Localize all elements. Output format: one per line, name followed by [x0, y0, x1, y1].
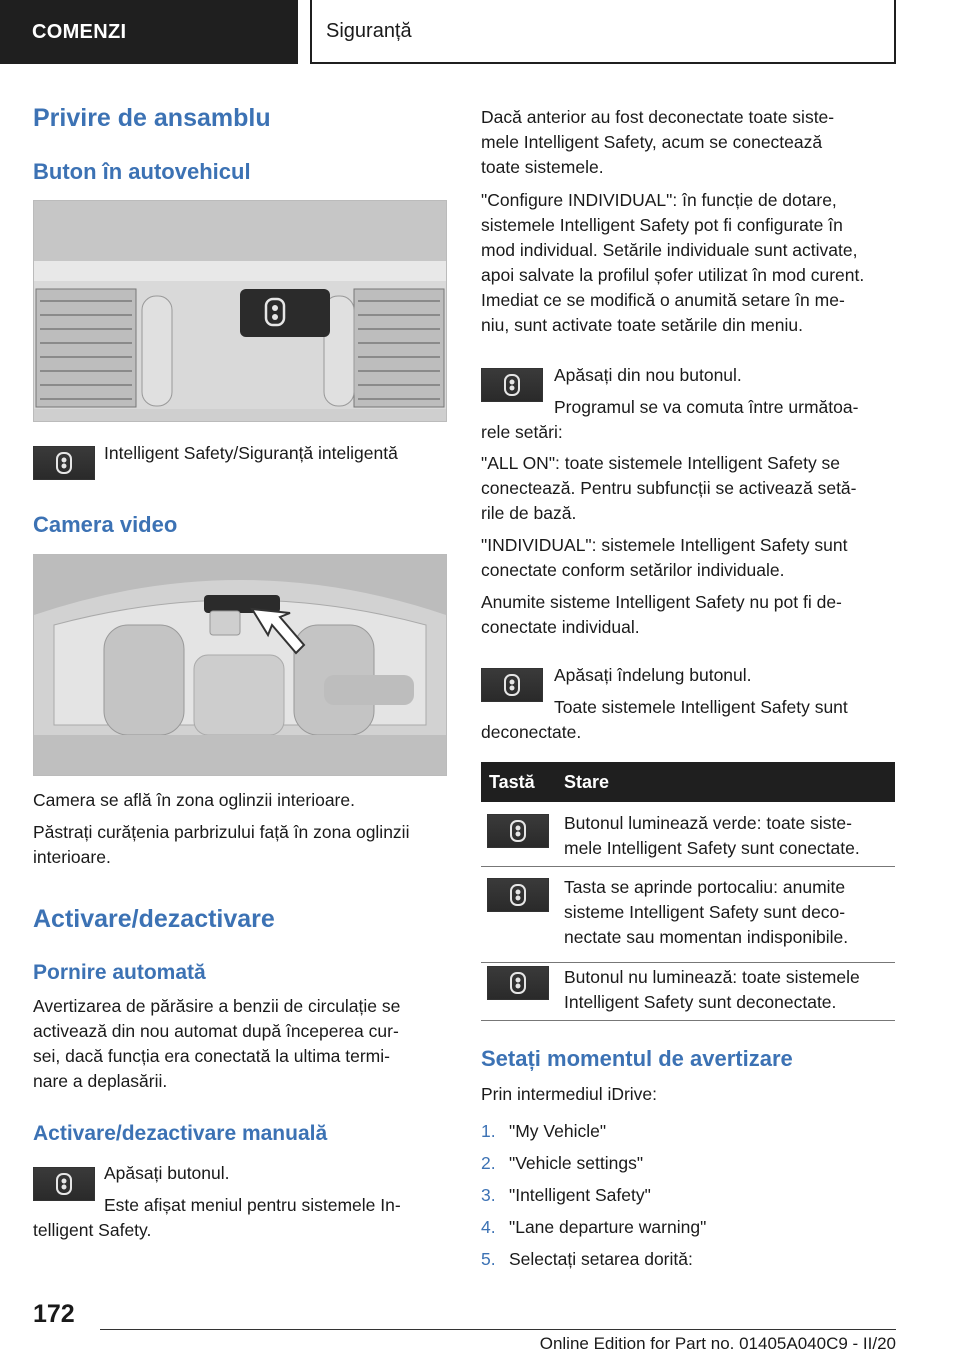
heading-camera: Camera video — [33, 512, 178, 537]
heading-warning-time: Setați momentul de avertizare — [481, 1046, 793, 1071]
step-number: 1. — [481, 1121, 496, 1141]
list-item — [481, 1185, 895, 1210]
intelligent-safety-icon — [487, 966, 549, 1000]
long-text-l1: Apăsați îndelung butonul. — [554, 665, 752, 685]
right-p1-l1: Dacă anterior au fost deconectate toate siste- — [481, 107, 835, 127]
car-interior-camera-photo — [33, 554, 447, 776]
step-text: Selectați setarea dorită: — [509, 1249, 693, 1269]
again-text-l1: Apăsați din nou butonul. — [554, 365, 742, 385]
right-p2-l3: mod individual. Setările individuale sunt activate, — [481, 240, 858, 260]
camera-clean-text-l1: Păstrați curățenia parbrizului față în zona oglinzii — [33, 822, 410, 842]
heading-manual: Activare/dezactivare manuală — [33, 1122, 328, 1145]
heading-button-in-vehicle: Buton în autovehicul — [33, 159, 251, 184]
right-p1-l3: toate sistemele. — [481, 157, 604, 177]
table-row — [481, 802, 895, 867]
right-p2-l1: "Configure INDIVIDUAL": în funcție de dotare, — [481, 190, 837, 210]
step-number: 2. — [481, 1153, 496, 1173]
manual-text-l2: Este afișat meniul pentru sistemele In- — [104, 1195, 401, 1215]
camera-location-text: Camera se află în zona oglinzii interioare. — [33, 790, 355, 810]
right-p2-l5: Imediat ce se modifică o anumită setare în me- — [481, 290, 845, 310]
step-text: "Lane departure warning" — [509, 1217, 707, 1237]
page-number: 172 — [33, 1300, 75, 1328]
row-text: mele Intelligent Safety sunt conectate. — [564, 838, 860, 858]
allon-text-l1: "ALL ON": toate sistemele Intelligent Safety se — [481, 453, 841, 473]
row-text: sisteme Intelligent Safety sunt deco- — [564, 902, 846, 922]
manual-text-l3: telligent Safety. — [33, 1220, 152, 1240]
intelligent-safety-icon — [33, 446, 95, 480]
intelligent-safety-icon — [481, 368, 543, 402]
intelligent-safety-icon — [487, 878, 549, 912]
list-item — [481, 1121, 895, 1146]
right-p2-l4: apoi salvate la profilul șofer utilizat în mod curent. — [481, 265, 865, 285]
chapter-title: COMENZI — [32, 20, 127, 43]
again-text-l3: rele setări: — [481, 422, 563, 442]
allon-text-l2: conectează. Pentru subfuncții se activează setă- — [481, 478, 857, 498]
col-key: Tastă — [489, 772, 535, 792]
row-text: nectate sau momentan indisponibile. — [564, 927, 849, 947]
list-item — [481, 1217, 895, 1242]
section-title: Siguranță — [326, 19, 412, 42]
idrive-intro: Prin intermediul iDrive: — [481, 1084, 658, 1104]
heading-auto-start: Pornire automată — [33, 961, 206, 984]
allon-text-l3: rile de bază. — [481, 503, 577, 523]
indiv-text-l2: conectate conform setărilor individuale. — [481, 560, 785, 580]
edition-text: Online Edition for Part no. 01405A040C9 - II/20 — [539, 1334, 896, 1353]
step-text: "My Vehicle" — [509, 1121, 607, 1141]
section-tab — [310, 0, 896, 64]
long-text-l3: deconectate. — [481, 722, 582, 742]
list-item — [481, 1153, 895, 1178]
row-text: Intelligent Safety sunt deconectate. — [564, 992, 837, 1012]
some-text-l1: Anumite sisteme Intelligent Safety nu pot fi de- — [481, 592, 842, 612]
step-number: 4. — [481, 1217, 496, 1237]
some-text-l2: conectate individual. — [481, 617, 640, 637]
row-text: Butonul luminează verde: toate siste- — [564, 813, 852, 833]
right-p1-l2: mele Intelligent Safety, acum se conectează — [481, 132, 823, 152]
status-table-header — [481, 762, 895, 802]
auto-text-l2: activează din nou automat după începerea cur- — [33, 1021, 399, 1041]
list-item — [481, 1249, 895, 1274]
col-state: Stare — [564, 772, 610, 792]
table-row — [481, 866, 895, 963]
auto-text-l3: sei, dacă funcția era conectată la ultima termi- — [33, 1046, 390, 1066]
again-text-l2: Programul se va comuta între următoa- — [554, 397, 859, 417]
footer-divider — [100, 1329, 896, 1330]
table-row — [481, 962, 895, 1021]
step-number: 3. — [481, 1185, 496, 1205]
step-text: "Vehicle settings" — [509, 1153, 644, 1173]
auto-text-l4: nare a deplasării. — [33, 1071, 168, 1091]
right-p2-l6: niu, sunt activate toate setările din meniu. — [481, 315, 803, 335]
right-p2-l2: sistemele Intelligent Safety pot fi configurate în — [481, 215, 843, 235]
intelligent-safety-icon — [481, 668, 543, 702]
heading-activation: Activare/dezactivare — [33, 905, 275, 933]
indiv-text-l1: "INDIVIDUAL": sistemele Intelligent Safety sunt — [481, 535, 848, 555]
heading-overview: Privire de ansamblu — [33, 104, 271, 132]
button-caption: Intelligent Safety/Siguranță inteligentă — [104, 443, 398, 463]
long-text-l2: Toate sistemele Intelligent Safety sunt — [554, 697, 848, 717]
row-text: Butonul nu luminează: toate sistemele — [564, 967, 860, 987]
step-text: "Intelligent Safety" — [509, 1185, 651, 1205]
intelligent-safety-icon — [33, 1167, 95, 1201]
intelligent-safety-icon — [487, 814, 549, 848]
step-number: 5. — [481, 1249, 496, 1269]
chapter-tab — [0, 0, 298, 64]
dashboard-button-photo — [33, 200, 447, 422]
auto-text-l1: Avertizarea de părăsire a benzii de circulație se — [33, 996, 401, 1016]
row-text: Tasta se aprinde portocaliu: anumite — [564, 877, 846, 897]
camera-clean-text-l2: interioare. — [33, 847, 111, 867]
manual-text-l1: Apăsați butonul. — [104, 1163, 230, 1183]
